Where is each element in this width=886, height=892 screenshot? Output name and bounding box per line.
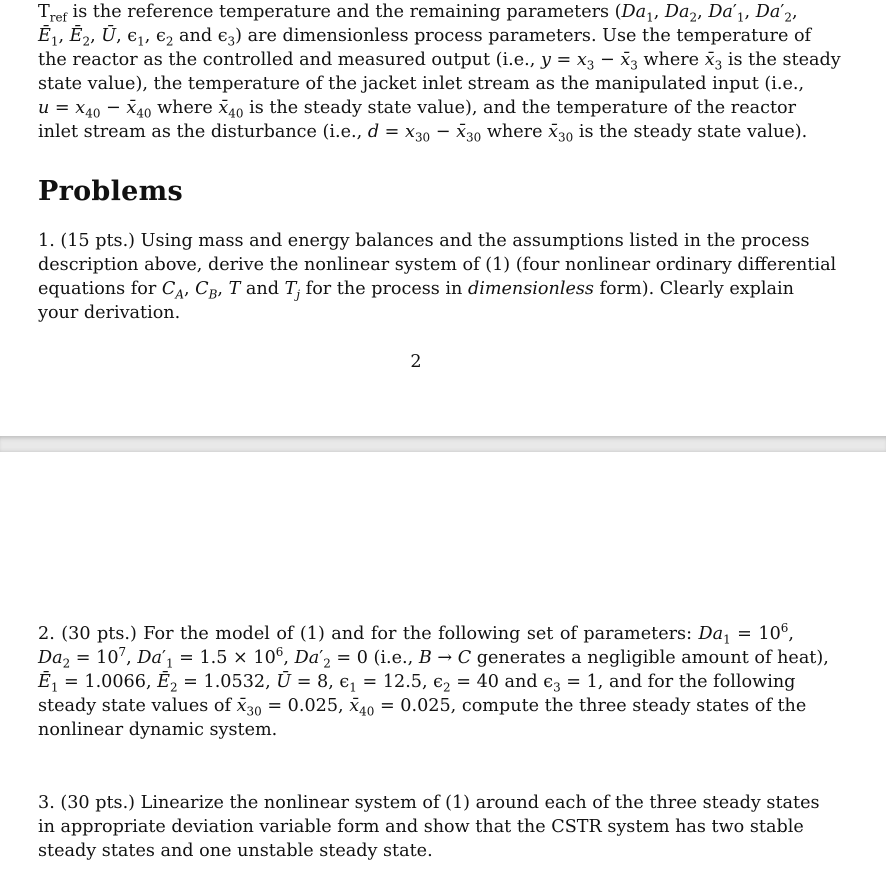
text-line: description above, derive the nonlinear system of (1) (four nonlinear ordinary differential bbox=[38, 255, 837, 275]
text-line: 3. (30 pts.) Linearize the nonlinear system of (1) around each of the three steady states bbox=[38, 793, 820, 813]
page-number: 2 bbox=[410, 352, 422, 372]
problem-3 bbox=[38, 791, 820, 863]
text-line: nonlinear dynamic system. bbox=[38, 720, 278, 740]
text-line: equations for $C_A$, $C_B$, T and $T_j$ for the process in dimensionless form). Clearly explain bbox=[38, 279, 795, 302]
text-line: $T_{ref}$ is the reference temperature and the remaining parameters ($Da_1$, $Da_2$, $Da'_1$, $Da'_2$, bbox=[38, 2, 798, 25]
text-line: $u = x_{40}$ − $x̄_{40}$ where $x̄_{40}$ is the steady state value), and the temperature of the reactor bbox=[38, 98, 797, 121]
text-line: $Da_2 = 10^7$, $Da'_1 = 1.5 \times 10^6$, $Da'_2 = 0$ (i.e., B → C generates a negligible amount of heat), bbox=[38, 645, 829, 671]
text-line: 1. (15 pts.) Using mass and energy balances and the assumptions listed in the process bbox=[38, 231, 810, 251]
text-line: $Ē_1$, $Ē_2$, Ū, $\epsilon_1$, $\epsilon_2$ and $\epsilon_3$) are dimensionless process parameters. Use the temperature of bbox=[38, 26, 812, 49]
text-line: state value), the temperature of the jacket inlet stream as the manipulated input (i.e., bbox=[38, 74, 805, 94]
page-separator bbox=[0, 436, 886, 452]
page-3-sheet bbox=[0, 452, 886, 892]
text-line: inlet stream as the disturbance (i.e., $d = x_{30}$ − $x̄_{30}$ where $x̄_{30}$ is the steady state value). bbox=[38, 122, 808, 145]
problem-1 bbox=[38, 229, 837, 325]
text-line: steady state values of $x̄_{30} = 0.025$, $x̄_{40} = 0.025$, compute the three steady states of the bbox=[38, 696, 807, 719]
problem-2 bbox=[38, 621, 829, 742]
text-line: the reactor as the controlled and measured output (i.e., $y = x_3$ − $x̄_3$ where $x̄_3$ is the steady bbox=[38, 50, 841, 73]
text-line: in appropriate deviation variable form and show that the CSTR system has two stable bbox=[38, 817, 804, 837]
page-2-sheet bbox=[0, 0, 886, 436]
text-line: steady states and one unstable steady state. bbox=[38, 841, 433, 861]
intro-paragraph bbox=[38, 0, 841, 145]
text-line: your derivation. bbox=[38, 303, 181, 323]
problems-heading: Problems bbox=[38, 176, 184, 207]
text-line: $Ē_1 = 1.0066$, $Ē_2 = 1.0532$, Ū = 8, $\epsilon_1 = 12.5$, $\epsilon_2 = 40$ and $\epsilon_3 = 1$, and for the following bbox=[38, 672, 796, 695]
text-line: 2. (30 pts.) For the model of (1) and for the following set of parameters: $Da_1 = 10^6$, bbox=[38, 621, 794, 647]
